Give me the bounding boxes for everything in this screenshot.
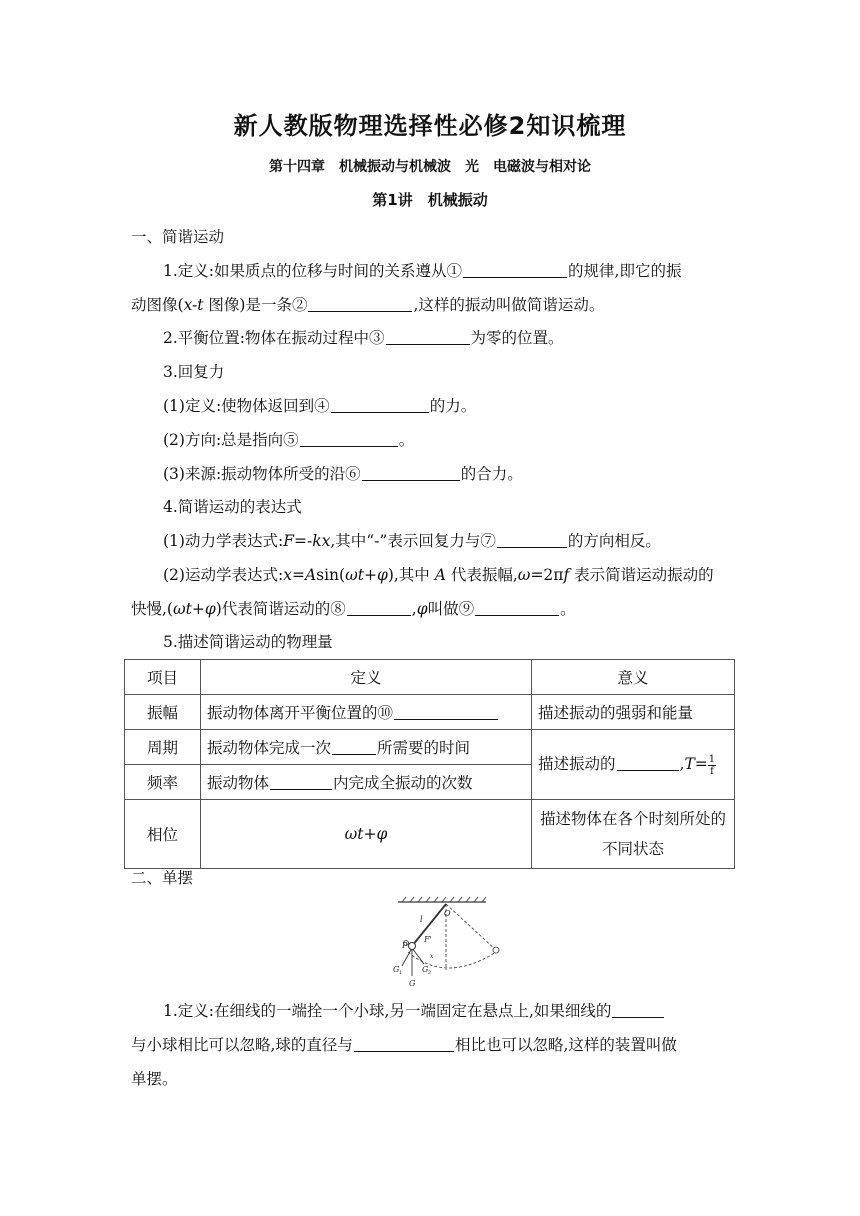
paragraph-kinematic-expression: (2)运动学表达式:x=Asin(ωt+φ),其中 A 代表振幅,ω=2πf 表示简谐运动振动的 [163, 566, 714, 584]
fill-blank-10[interactable] [394, 704, 498, 721]
section-heading-1: 一、简谐运动 [131, 228, 225, 246]
ceiling-hatch [402, 897, 486, 902]
table-header-row [125, 660, 735, 695]
paragraph-restoring-definition: (1)定义:使物体返回到④ 的力。 [163, 397, 477, 415]
swing-reference [446, 904, 496, 950]
fraction: $\frac{1}{f}$ [708, 753, 716, 777]
bob-ghost-right [493, 947, 499, 953]
table-cell-meaning-merged: 描述振动的 ,T= $\frac{1}{f}$ [532, 730, 735, 800]
document-title: 新人教版物理选择性必修2知识梳理 [233, 112, 627, 140]
table-cell-item: 振幅 [125, 695, 201, 730]
fill-blank-13[interactable] [270, 774, 332, 791]
table-header-cell: 定义 [201, 660, 532, 695]
pendulum-diagram [386, 894, 512, 992]
fill-blank-7[interactable] [497, 532, 567, 549]
gravity-component-1 [402, 948, 412, 966]
paragraph-kinematic-expression-cont: 快慢,(ωt+φ)代表简谐运动的⑧ ,φ叫做⑨ 。 [131, 600, 576, 618]
quantities-table [124, 659, 735, 869]
paragraph-expression: 4.简谐运动的表达式 [163, 498, 302, 516]
paragraph-restoring-force: 3.回复力 [163, 363, 225, 381]
label-g2-sub: 2 [428, 970, 432, 976]
label-x: x [430, 953, 434, 960]
fill-blank-14[interactable] [612, 1002, 664, 1019]
table-cell-item: 相位 [125, 800, 201, 869]
fill-blank-2[interactable] [308, 296, 412, 313]
section-heading-2: 二、单摆 [131, 869, 194, 887]
fill-blank-9[interactable] [475, 600, 559, 617]
label-pivot: O [444, 909, 451, 918]
table-cell-definition: ωt+φ [201, 800, 532, 869]
paragraph-restoring-source: (3)来源:振动物体所受的沿⑥ 的合力。 [163, 465, 523, 483]
table-cell-definition: 振动物体 内完成全振动的次数 [201, 765, 532, 800]
label-g2: G [422, 965, 429, 974]
pendulum-bob [409, 943, 416, 950]
table-row [125, 800, 735, 869]
table-header-cell: 项目 [125, 660, 201, 695]
fill-blank-5[interactable] [300, 431, 398, 448]
paragraph-pendulum-definition-cont: 与小球相比可以忽略,球的直径与 相比也可以忽略,这样的装置叫做 [131, 1036, 677, 1054]
table-cell-item: 频率 [125, 765, 201, 800]
label-g1: G [393, 965, 400, 974]
fill-blank-12[interactable] [617, 755, 679, 772]
paragraph-pendulum-definition-end: 单摆。 [131, 1070, 178, 1088]
table-cell-definition: 振动物体完成一次 所需要的时间 [201, 730, 532, 765]
paragraph-equilibrium: 2.平衡位置:物体在振动过程中③ 为零的位置。 [163, 329, 564, 347]
label-bob: P [402, 941, 408, 950]
paragraph-definition-cont: 动图像(x-t 图像)是一条② ,这样的振动叫做简谐运动。 [131, 296, 605, 314]
table-header-cell: 意义 [532, 660, 735, 695]
paragraph-restoring-direction: (2)方向:总是指向⑤ 。 [163, 431, 415, 449]
chapter-heading: 第十四章 机械振动与机械波 光 电磁波与相对论 [269, 159, 591, 175]
table-cell-item: 周期 [125, 730, 201, 765]
label-g1-sub: 1 [399, 970, 403, 976]
table-row [125, 695, 735, 730]
paragraph-definition: 1.定义:如果质点的位移与时间的关系遵从① 的规律,即它的振 [163, 262, 682, 280]
label-g: G [409, 979, 416, 988]
fill-blank-6[interactable] [362, 465, 460, 482]
lecture-heading: 第1讲 机械振动 [372, 191, 488, 209]
fill-blank-3[interactable] [386, 329, 470, 346]
table-cell-meaning: 描述物体在各个时刻所处的不同状态 [532, 800, 735, 869]
fill-blank-8[interactable] [347, 600, 411, 617]
paragraph-pendulum-definition: 1.定义:在细线的一端拴一个小球,另一端固定在悬点上,如果细线的 [163, 999, 665, 1021]
table-cell-meaning: 描述振动的强弱和能量 [532, 695, 735, 730]
label-length: l [420, 915, 423, 924]
fill-blank-4[interactable] [331, 397, 429, 414]
fill-blank-1[interactable] [463, 262, 567, 279]
table-row [125, 730, 735, 765]
fill-blank-11[interactable] [332, 739, 376, 756]
fill-blank-15[interactable] [354, 1036, 454, 1053]
paragraph-dynamic-expression: (1)动力学表达式:F=-kx,其中“-”表示回复力与⑦ 的方向相反。 [163, 532, 661, 550]
paragraph-physical-quantities: 5.描述简谐运动的物理量 [163, 633, 333, 651]
table-cell-definition: 振动物体离开平衡位置的⑩ [201, 695, 532, 730]
label-force: F' [424, 935, 432, 944]
